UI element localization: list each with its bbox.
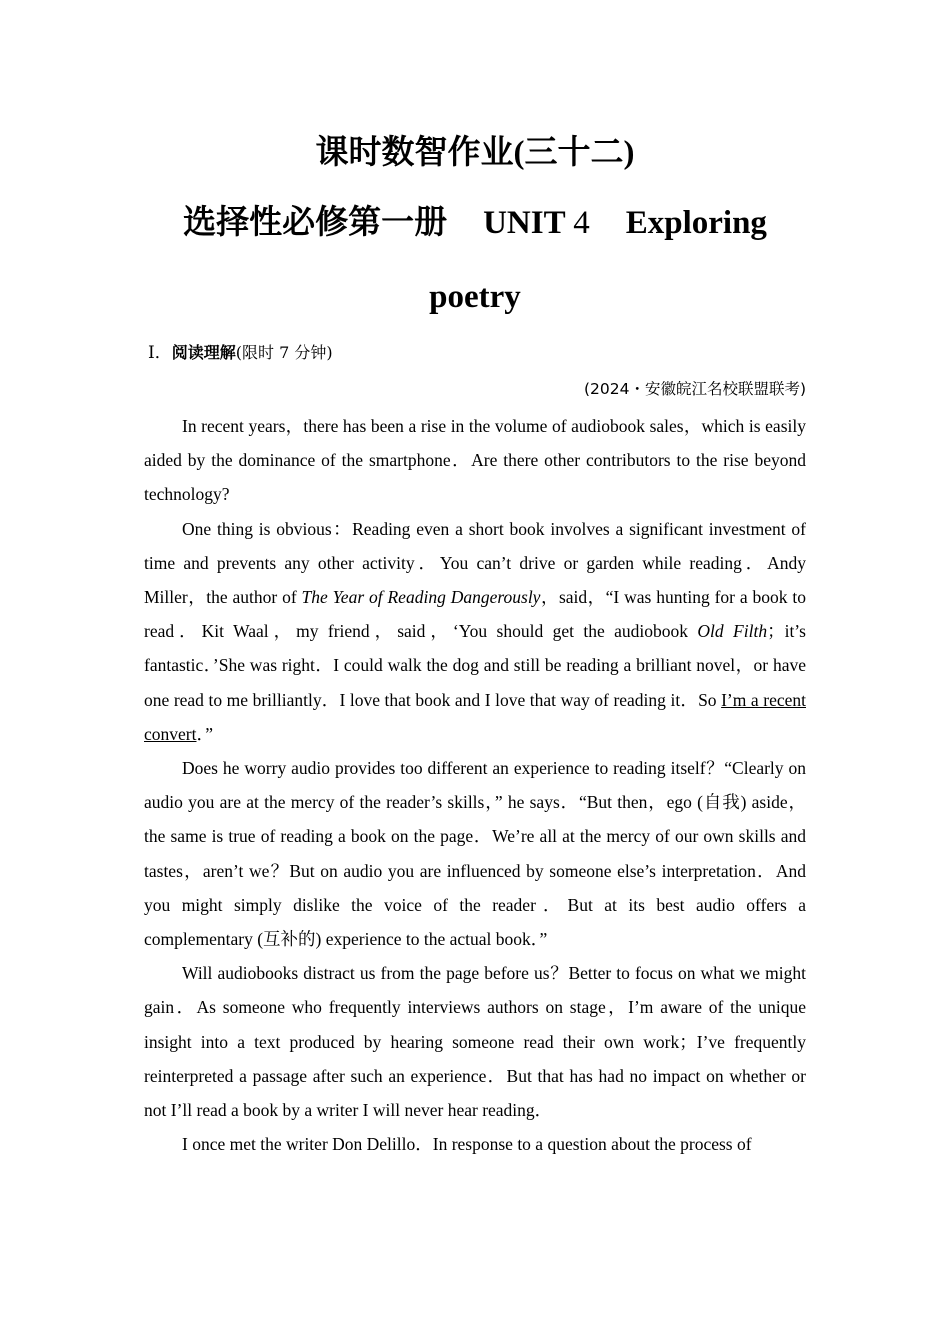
paragraph-4: Will audiobooks distract us from the page before us？Better to focus on what we might gain．As someone who frequently interviews authors on stage，I’m aware of the unique insight into a text produced by hearing someone read their own work；I’ve frequently reinterpreted a passage after such an experience．But that has had no impact on whether or not I’ll read a book by a writer I will never hear reading． xyxy=(144,963,806,1121)
paragraph-2 xyxy=(144,512,806,751)
paragraph-2-text-a: One thing is obvious：Reading even a short book involves a significant investment of time and prevents any other activity．You can’t drive or garden while reading．Andy Miller，the author of xyxy=(144,518,806,608)
section-time-note: (限时 7 分钟) xyxy=(235,343,333,362)
paragraph-3: Does he worry audio provides too different an experience to reading itself？“Clearly on audio you are at the mercy of the reader’s skills，” he says．“But then，ego (自我) aside，the same is true of reading a book on the page．We’re all at the mercy of our own skills and tastes，aren’t we？But on audio you are influenced by someone else’s interpretation．And you might simply dislike the voice of the reader．But at its best audio offers a complementary (互补的) experience to the actual book．” xyxy=(144,758,806,950)
title-unit-number: 4 xyxy=(573,205,590,241)
passage-source: (2024・安徽皖江名校联盟联考) xyxy=(583,380,806,398)
title-line-1: 课时数智作业(三十二) xyxy=(315,135,635,171)
page-subtitle-continued xyxy=(0,277,950,317)
paragraph-1: In recent years，there has been a rise in the volume of audiobook sales，which is easily aided by the dominance of the smartphone．Are there other contributors to the rise beyond technology? xyxy=(144,416,806,505)
paragraph-5: I once met the writer Don Delillo．In response to a question about the process of xyxy=(182,1134,752,1155)
title-line-3: poetry xyxy=(429,279,521,315)
title-line-2-cn: 选择性必修第一册 xyxy=(183,205,448,241)
page-subtitle xyxy=(0,203,950,243)
reading-passage xyxy=(144,409,806,1161)
underlined-phrase: I’m a recent convert xyxy=(144,689,806,744)
page-title xyxy=(0,133,950,173)
section-label: 阅读理解 xyxy=(171,343,236,362)
title-line-2-en: Exploring xyxy=(625,205,767,241)
book-title-year-of-reading: The Year of Reading Dangerously xyxy=(301,587,541,608)
section-number: Ⅰ． xyxy=(148,343,172,362)
section-heading xyxy=(148,341,333,365)
paragraph-2-text-d: ．” xyxy=(196,723,214,744)
paragraph-2-text-b: ，said，“I was hunting for a book to read．Kit Waal，my friend，said，‘You should get the audiobook xyxy=(144,587,806,642)
book-title-old-filth: Old Filth xyxy=(697,621,768,642)
paragraph-2-text-c: ；it’s fantastic．’She was right．I could walk the dog and still be reading a brilliant novel，or have one read to me brilliantly．I love that book and I love that way of reading it．So xyxy=(144,621,806,710)
title-unit: UNIT xyxy=(483,205,565,241)
